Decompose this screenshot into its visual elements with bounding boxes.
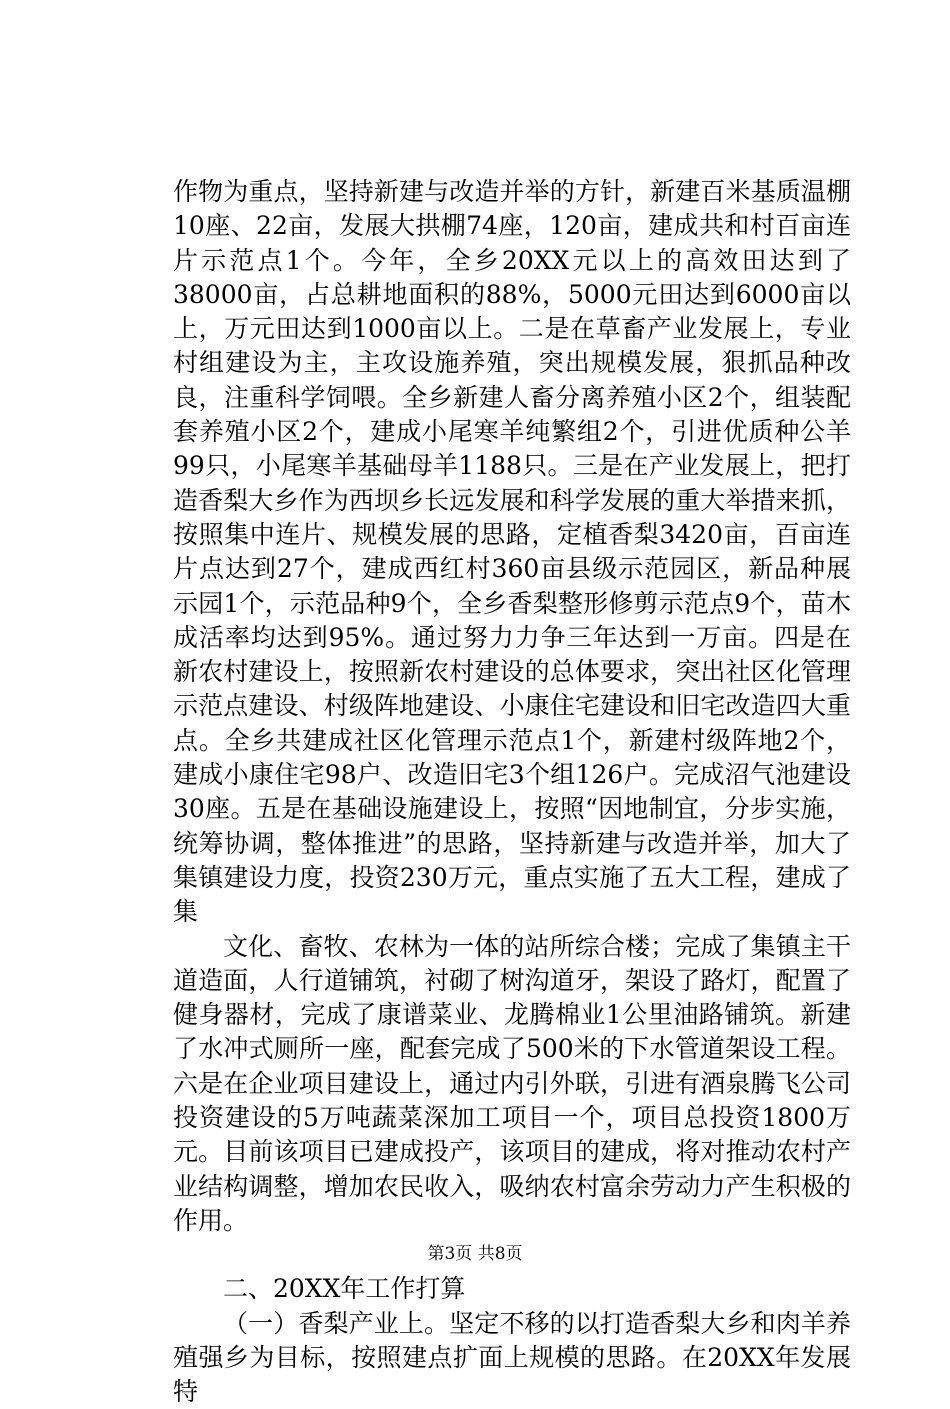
paragraph: 文化、畜牧、农林为一体的站所综合楼；完成了集镇主干道造面，人行道铺筑，衬砌了树沟道牙，架设了路灯，配置了健身器材，完成了康谱菜业、龙腾棉业1公里油路铺筑。新建了水冲式厕所一座，配套完成了500米的下水管道架设工程。六是在企业项目建设上，通过内引外联，引进有酒泉腾飞公司投资建设的5万吨蔬菜深加工项目一个，项目总投资1800万元。目前该项目已建成投产，该项目的建成，将对推动农村产业结构调整，增加农民收入，吸纳农村富余劳动力产生积极的作用。 — [173, 930, 851, 1239]
paragraph-continued: 作物为重点，坚持新建与改造并举的方针，新建百米基质温棚10座、22亩，发展大拱棚74座，120亩，建成共和村百亩连片示范点1个。今年，全乡20XX元以上的高效田达到了38000亩，占总耕地面积的88%，5000元田达到6000亩以上，万元田达到1000亩以上。二是在草畜产业发展上，专业村组建设为主，主攻设施养殖，突出规模发展，狠抓品种改良，注重科学饲喂。全乡新建人畜分离养殖小区2个，组装配套养殖小区2个，建成小尾寒羊纯繁组2个，引进优质种公羊99只，小尾寒羊基础母羊1188只。三是在产业发展上，把打造香梨大乡作为西坝乡长远发展和科学发展的重大举措来抓，按照集中连片、规模发展的思路，定植香梨3420亩，百亩连片点达到27个，建成西红村360亩县级示范园区，新品种展示园1个，示范品种9个，全乡香梨整形修剪示范点9个，苗木成活率均达到95%。通过努力力争三年达到一万亩。四是在新农村建设上，按照新农村建设的总体要求，突出社区化管理示范点建设、村级阵地建设、小康住宅建设和旧宅改造四大重点。全乡共建成社区化管理示范点1个，新建村级阵地2个，建成小康住宅98户、改造旧宅3个组126户。完成沼气池建设30座。五是在基础设施建设上，按照“因地制宜，分步实施，统筹协调，整体推进”的思路，坚持新建与改造并举，加大了集镇建设力度，投资230万元，重点实施了五大工程，建成了集 — [173, 175, 851, 930]
paragraph: （一）香梨产业上。坚定不移的以打造香梨大乡和肉羊养殖强乡为目标，按照建点扩面上规模的思路。在20XX年发展特 — [173, 1307, 851, 1409]
page-number: 第3页 共8页 — [427, 1244, 522, 1264]
document-body — [173, 175, 851, 1409]
section-heading: 二、20XX年工作打算 — [173, 1272, 851, 1306]
page-footer — [0, 1242, 950, 1266]
